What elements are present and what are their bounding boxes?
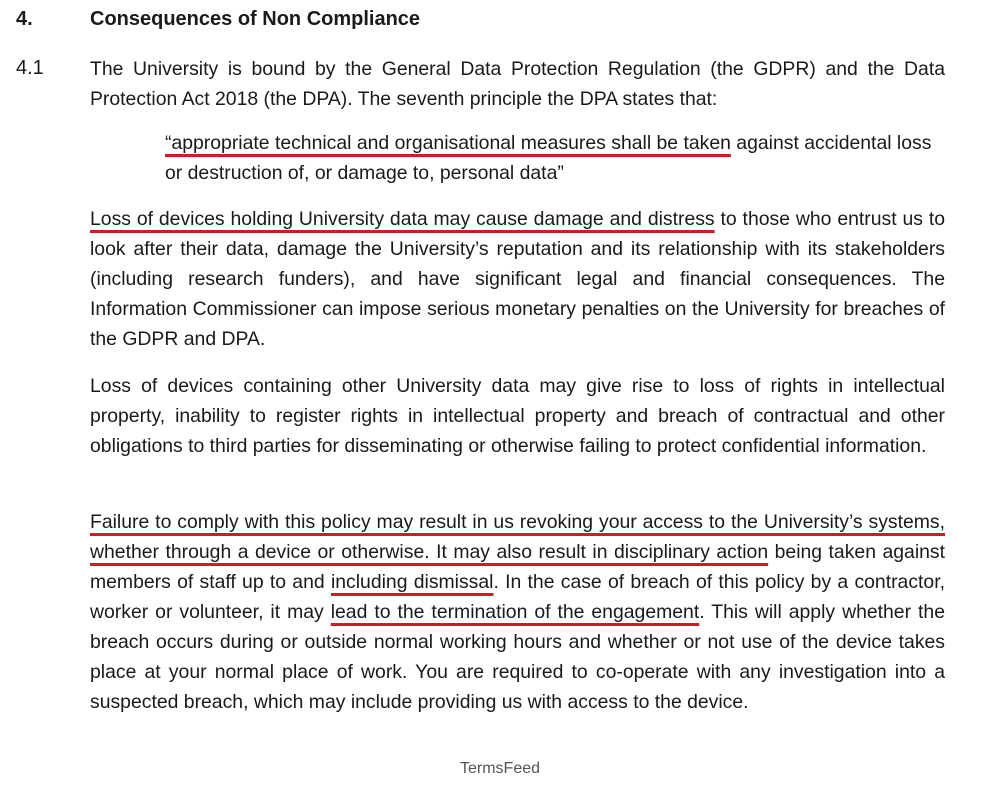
loss-paragraph xyxy=(90,204,945,354)
failure-highlight-1: Failure to comply with this policy may result in us revoking your access to the University’s systems, whether through a device or otherwise. It may also result in disciplinary action xyxy=(90,511,945,563)
failure-text-1: being taken against members of staff up to and xyxy=(90,541,945,593)
failure-text-2: . In the case of breach of this policy by a contractor, worker or volunteer, it may xyxy=(90,571,945,623)
termsfeed-watermark: TermsFeed xyxy=(459,760,541,777)
clause-intro-paragraph: The University is bound by the General Data Protection Regulation (the GDPR) and the Data Protection Act 2018 (the DPA). The seventh principle the DPA states that: xyxy=(90,58,945,110)
failure-paragraph xyxy=(90,507,945,717)
section-number: 4. xyxy=(16,8,33,30)
quote-rest: against accidental loss or destruction of, or damage to, personal data” xyxy=(165,132,932,184)
loss-rest: to those who entrust us to look after their data, damage the University’s reputation and its relationship with its stakeholders (including research funders), and have significant legal and financial consequences. The Information Commissioner can impose serious monetary penalties on the University for breaches of the GDPR and DPA. xyxy=(90,208,945,350)
other-data-paragraph: Loss of devices containing other University data may give rise to loss of rights in intellectual property, inability to register rights in intellectual property and breach of contractual and other obligations to third parties for disseminating or otherwise failing to protect confidential information. xyxy=(90,375,945,457)
dpa-quote xyxy=(165,128,945,188)
loss-highlight: Loss of devices holding University data may cause damage and distress xyxy=(90,208,715,230)
failure-highlight-2: including dismissal xyxy=(330,571,494,593)
quote-highlight: “appropriate technical and organisational measures shall be taken xyxy=(165,132,731,154)
clause-number: 4.1 xyxy=(16,57,44,79)
failure-highlight-3: lead to the termination of the engagement xyxy=(330,601,700,623)
failure-text-3: . This will apply whether the breach occurs during or outside normal working hours and whether or not use of the device takes place at your normal place of work. You are required to co-operate with any investigation into a suspected breach, which may include providing us with access to the device. xyxy=(90,601,945,713)
section-title: Consequences of Non Compliance xyxy=(90,8,421,30)
